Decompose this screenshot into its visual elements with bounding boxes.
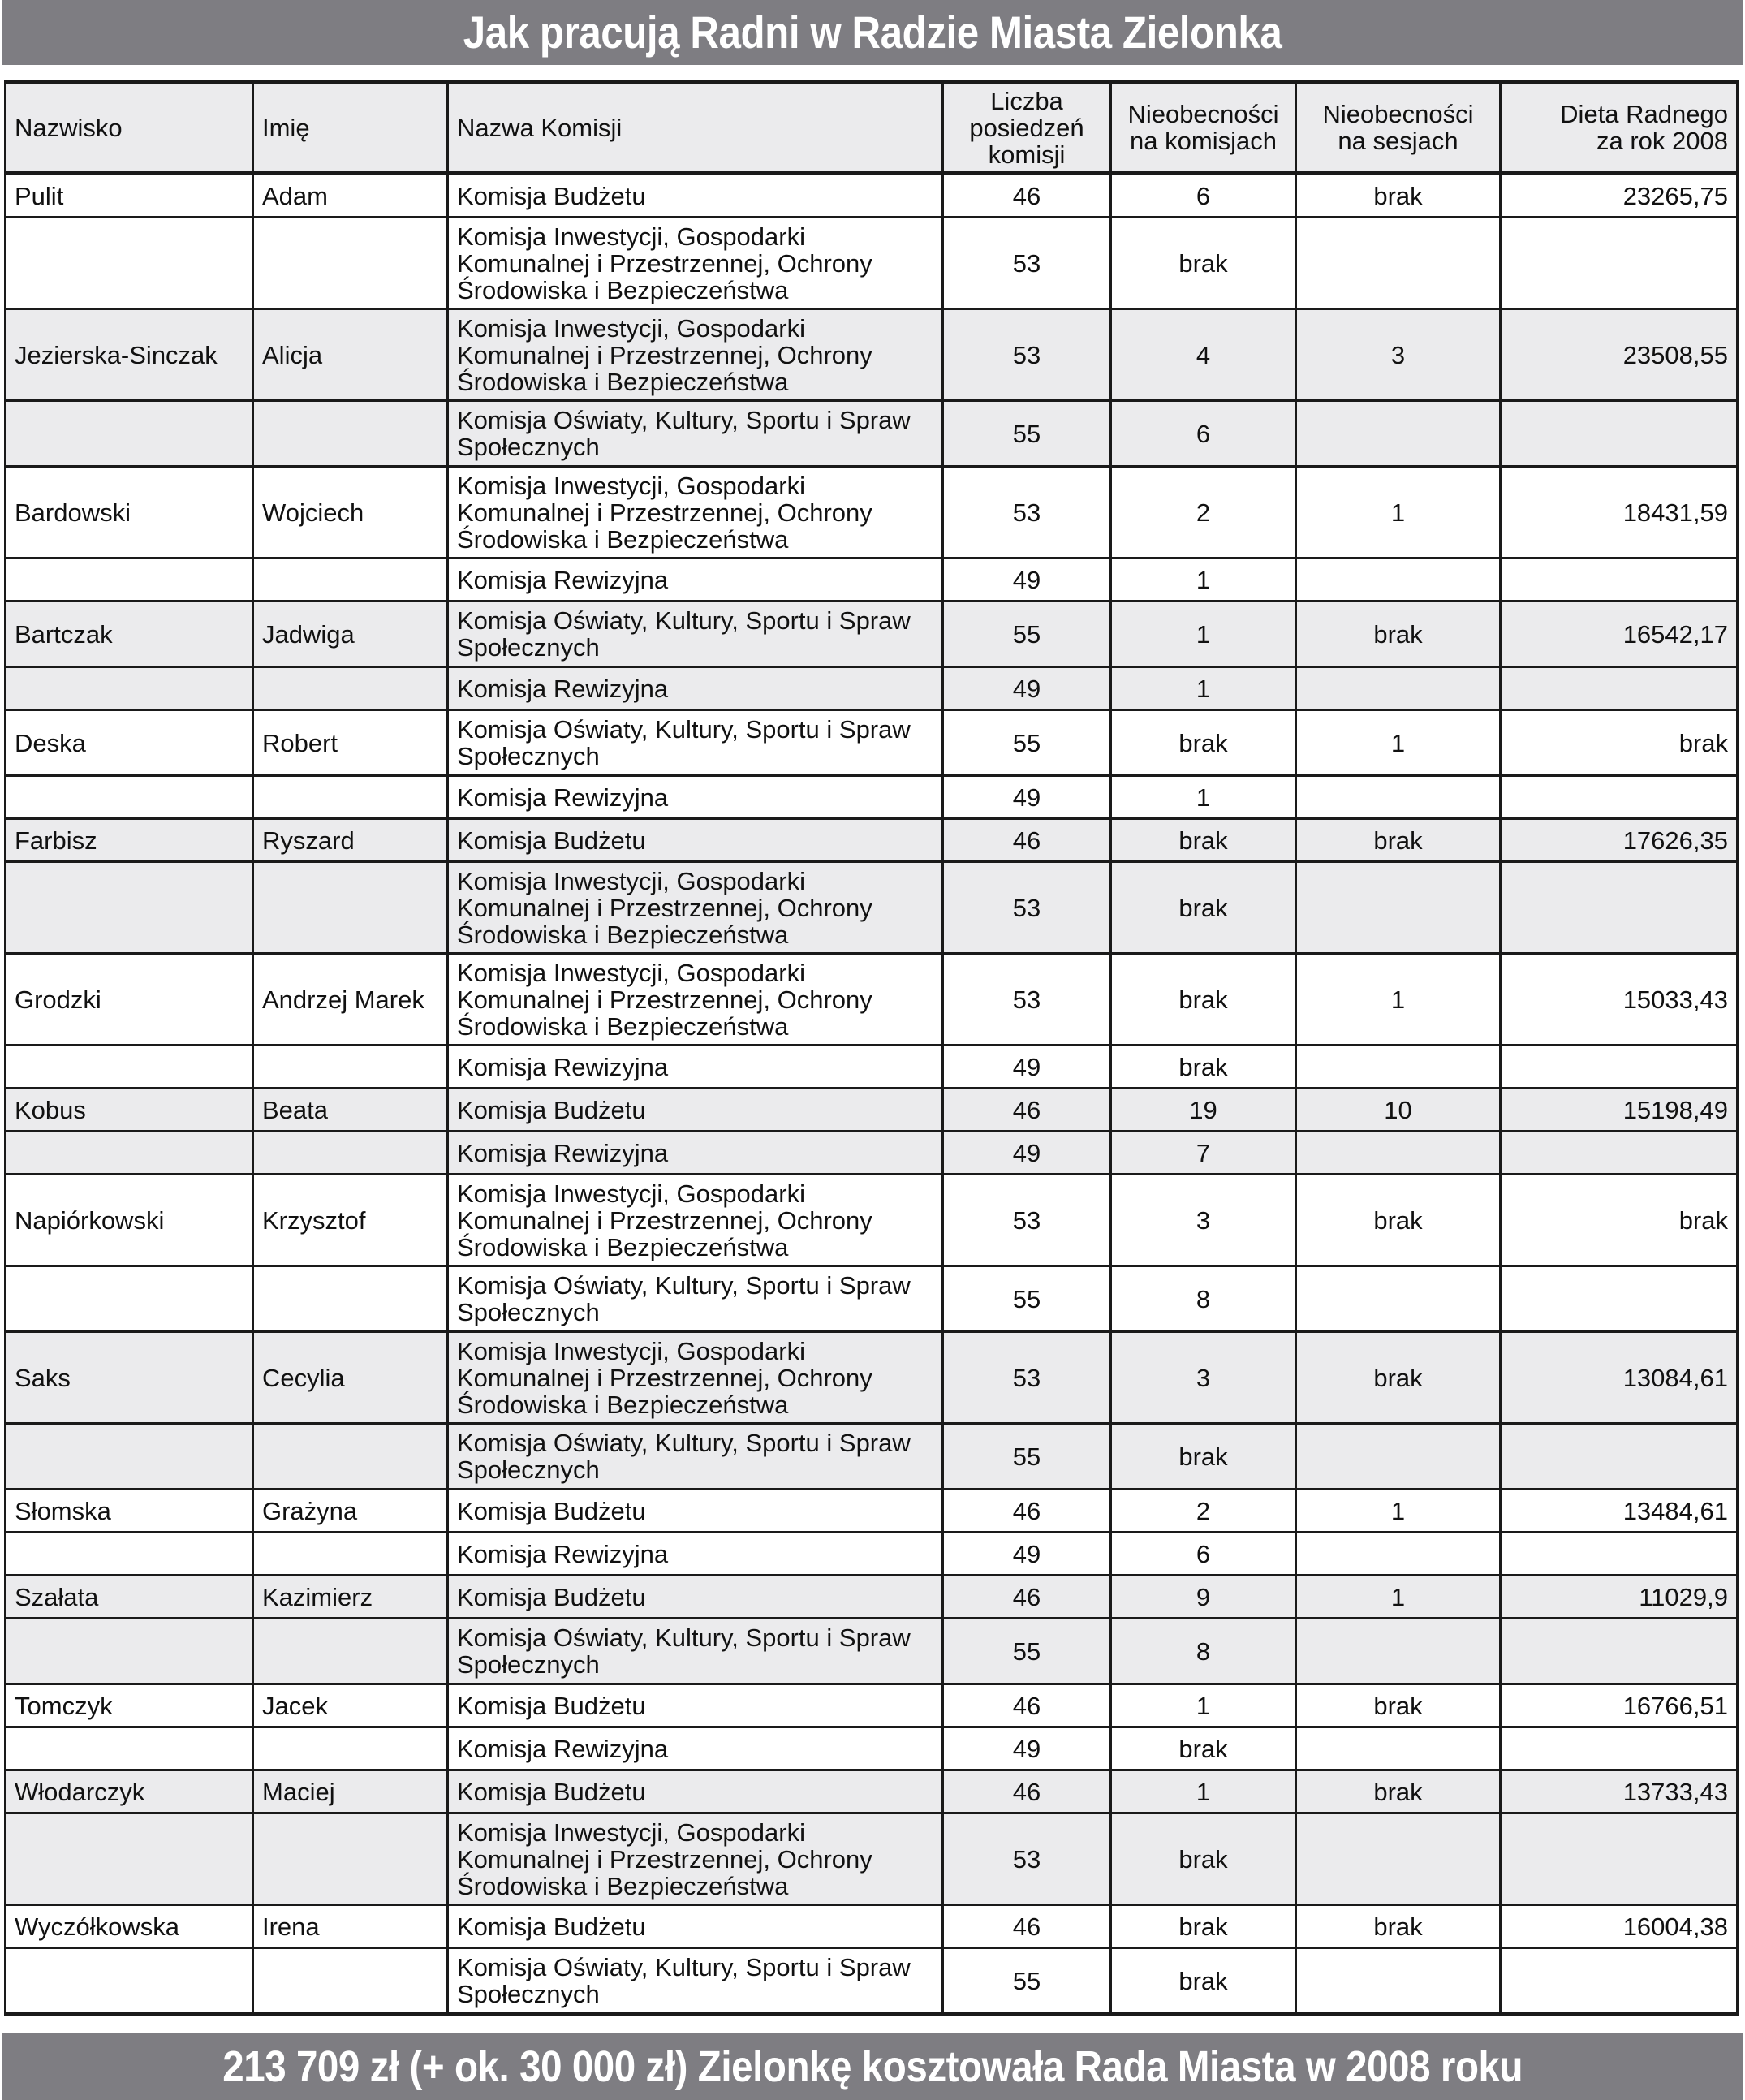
cell-nieob-sesje: brak — [1296, 819, 1501, 862]
cell-dieta — [1501, 862, 1738, 954]
cell-imie — [253, 218, 448, 309]
cell-dieta: 23265,75 — [1501, 174, 1738, 218]
cell-komisja: Komisja Rewizyjna — [448, 1046, 943, 1089]
cell-nazwisko — [6, 1619, 253, 1684]
cell-nieob-sesje: 1 — [1296, 467, 1501, 558]
table-row — [6, 1490, 1738, 1533]
cell-posiedzenia: 53 — [943, 467, 1111, 558]
cell-nieob-sesje — [1296, 1948, 1501, 2015]
table-row — [6, 218, 1738, 309]
table-row — [6, 1619, 1738, 1684]
cell-nazwisko — [6, 1533, 253, 1576]
table-row — [6, 1266, 1738, 1332]
table-row — [6, 467, 1738, 558]
cell-nazwisko: Saks — [6, 1332, 253, 1424]
cell-komisja: Komisja Inwestycji, Gospodarki Komunalnej i Przestrzennej, Ochrony Środowiska i Bezpieczeństwa — [448, 954, 943, 1046]
cell-posiedzenia: 49 — [943, 1533, 1111, 1576]
cell-dieta: brak — [1501, 710, 1738, 776]
table-row — [6, 401, 1738, 467]
cell-posiedzenia: 46 — [943, 1684, 1111, 1727]
cell-komisja: Komisja Inwestycji, Gospodarki Komunalnej i Przestrzennej, Ochrony Środowiska i Bezpieczeństwa — [448, 1332, 943, 1424]
table-row — [6, 862, 1738, 954]
cell-nieob-sesje — [1296, 1132, 1501, 1175]
cell-nieob-sesje — [1296, 1046, 1501, 1089]
cell-posiedzenia: 53 — [943, 862, 1111, 954]
cell-dieta: 23508,55 — [1501, 309, 1738, 401]
cell-komisja: Komisja Budżetu — [448, 1490, 943, 1533]
cell-nazwisko — [6, 1948, 253, 2015]
cell-nieob-komisje: brak — [1111, 1046, 1296, 1089]
table-row — [6, 558, 1738, 602]
cell-nieob-sesje: brak — [1296, 1175, 1501, 1266]
cell-dieta: 13733,43 — [1501, 1770, 1738, 1813]
cell-nazwisko — [6, 1727, 253, 1770]
footer-bar — [2, 2033, 1743, 2100]
cell-dieta: brak — [1501, 1175, 1738, 1266]
table-row — [6, 1576, 1738, 1619]
cell-nazwisko — [6, 1132, 253, 1175]
cell-posiedzenia: 46 — [943, 174, 1111, 218]
cell-nieob-sesje — [1296, 1533, 1501, 1576]
cell-nieob-sesje — [1296, 218, 1501, 309]
cell-nieob-komisje: 2 — [1111, 1490, 1296, 1533]
title-bar — [2, 0, 1743, 65]
cell-nazwisko — [6, 1424, 253, 1490]
cell-imie — [253, 558, 448, 602]
cell-komisja: Komisja Inwestycji, Gospodarki Komunalnej i Przestrzennej, Ochrony Środowiska i Bezpieczeństwa — [448, 218, 943, 309]
header-nieob-komisje: Nieobecności na komisjach — [1111, 82, 1296, 174]
cell-imie: Kazimierz — [253, 1576, 448, 1619]
cell-dieta — [1501, 1619, 1738, 1684]
table-row — [6, 174, 1738, 218]
table-row — [6, 602, 1738, 667]
cell-nieob-komisje: 9 — [1111, 1576, 1296, 1619]
cell-posiedzenia: 53 — [943, 309, 1111, 401]
cell-nieob-sesje — [1296, 1424, 1501, 1490]
cell-imie — [253, 1266, 448, 1332]
cell-komisja: Komisja Oświaty, Kultury, Sportu i Spraw Społecznych — [448, 710, 943, 776]
cell-imie — [253, 862, 448, 954]
cell-komisja: Komisja Budżetu — [448, 1576, 943, 1619]
cell-komisja: Komisja Budżetu — [448, 1770, 943, 1813]
cell-posiedzenia: 55 — [943, 602, 1111, 667]
cell-nieob-sesje: 1 — [1296, 710, 1501, 776]
table-row — [6, 1948, 1738, 2015]
cell-posiedzenia: 49 — [943, 558, 1111, 602]
cell-komisja: Komisja Inwestycji, Gospodarki Komunalnej i Przestrzennej, Ochrony Środowiska i Bezpieczeństwa — [448, 1813, 943, 1905]
cell-dieta: 16542,17 — [1501, 602, 1738, 667]
cell-posiedzenia: 53 — [943, 954, 1111, 1046]
cell-dieta: 16004,38 — [1501, 1905, 1738, 1948]
cell-dieta — [1501, 1424, 1738, 1490]
table-header-row — [6, 82, 1738, 174]
cell-posiedzenia: 46 — [943, 1089, 1111, 1132]
cell-posiedzenia: 49 — [943, 776, 1111, 819]
cell-nieob-komisje: brak — [1111, 1948, 1296, 2015]
cell-nieob-komisje: 8 — [1111, 1619, 1296, 1684]
cell-imie — [253, 1619, 448, 1684]
cell-nazwisko — [6, 776, 253, 819]
cell-nieob-komisje: brak — [1111, 710, 1296, 776]
cell-imie: Jacek — [253, 1684, 448, 1727]
cell-nazwisko — [6, 1266, 253, 1332]
cell-nieob-komisje: 1 — [1111, 776, 1296, 819]
cell-nieob-sesje: brak — [1296, 1770, 1501, 1813]
cell-nazwisko — [6, 1813, 253, 1905]
table-row — [6, 1813, 1738, 1905]
cell-posiedzenia: 55 — [943, 401, 1111, 467]
councillors-table — [4, 80, 1739, 2016]
cell-posiedzenia: 53 — [943, 1813, 1111, 1905]
header-dieta: Dieta Radnego za rok 2008 — [1501, 82, 1738, 174]
header-komisja: Nazwa Komisji — [448, 82, 943, 174]
cell-nazwisko — [6, 401, 253, 467]
table-row — [6, 309, 1738, 401]
cell-nieob-sesje: brak — [1296, 1684, 1501, 1727]
cell-komisja: Komisja Budżetu — [448, 174, 943, 218]
cell-posiedzenia: 46 — [943, 819, 1111, 862]
cell-nieob-komisje: 4 — [1111, 309, 1296, 401]
cell-komisja: Komisja Inwestycji, Gospodarki Komunalnej i Przestrzennej, Ochrony Środowiska i Bezpieczeństwa — [448, 1175, 943, 1266]
cell-komisja: Komisja Rewizyjna — [448, 558, 943, 602]
cell-nazwisko: Farbisz — [6, 819, 253, 862]
cell-nieob-sesje: brak — [1296, 1905, 1501, 1948]
cell-komisja: Komisja Oświaty, Kultury, Sportu i Spraw Społecznych — [448, 1266, 943, 1332]
cell-imie — [253, 1046, 448, 1089]
cell-komisja: Komisja Oświaty, Kultury, Sportu i Spraw Społecznych — [448, 401, 943, 467]
cell-posiedzenia: 55 — [943, 1948, 1111, 2015]
cell-imie: Robert — [253, 710, 448, 776]
header-nazwisko: Nazwisko — [6, 82, 253, 174]
cell-nazwisko: Napiórkowski — [6, 1175, 253, 1266]
cell-nieob-komisje: 1 — [1111, 558, 1296, 602]
cell-imie — [253, 1813, 448, 1905]
cell-nazwisko — [6, 862, 253, 954]
cell-posiedzenia: 53 — [943, 218, 1111, 309]
cell-dieta — [1501, 1266, 1738, 1332]
cell-nieob-komisje: 7 — [1111, 1132, 1296, 1175]
table-row — [6, 710, 1738, 776]
table-row — [6, 667, 1738, 710]
cell-nieob-komisje: 3 — [1111, 1175, 1296, 1266]
cell-imie — [253, 776, 448, 819]
cell-nieob-komisje: brak — [1111, 954, 1296, 1046]
cell-nieob-sesje — [1296, 776, 1501, 819]
cell-imie: Alicja — [253, 309, 448, 401]
cell-nazwisko: Jezierska-Sinczak — [6, 309, 253, 401]
cell-nazwisko: Tomczyk — [6, 1684, 253, 1727]
cell-dieta — [1501, 776, 1738, 819]
cell-posiedzenia: 46 — [943, 1770, 1111, 1813]
cell-dieta — [1501, 558, 1738, 602]
cell-nieob-sesje — [1296, 862, 1501, 954]
cell-nieob-komisje: brak — [1111, 1905, 1296, 1948]
cell-nieob-komisje: 6 — [1111, 401, 1296, 467]
cell-imie: Jadwiga — [253, 602, 448, 667]
cell-nieob-komisje: brak — [1111, 218, 1296, 309]
cell-nieob-komisje: brak — [1111, 1424, 1296, 1490]
cell-imie: Irena — [253, 1905, 448, 1948]
cell-dieta — [1501, 1813, 1738, 1905]
table-row — [6, 1424, 1738, 1490]
cell-komisja: Komisja Oświaty, Kultury, Sportu i Spraw Społecznych — [448, 1424, 943, 1490]
header-posiedzenia: Liczba posiedzeń komisji — [943, 82, 1111, 174]
table-row — [6, 954, 1738, 1046]
header-imie: Imię — [253, 82, 448, 174]
cell-nieob-komisje: brak — [1111, 862, 1296, 954]
footer-summary: 213 709 zł (+ ok. 30 000 zł) Zielonkę kosztowała Rada Miasta w 2008 roku — [222, 2042, 1523, 2091]
cell-nieob-sesje: brak — [1296, 1332, 1501, 1424]
cell-nieob-komisje: 2 — [1111, 467, 1296, 558]
cell-dieta: 11029,9 — [1501, 1576, 1738, 1619]
table-row — [6, 1684, 1738, 1727]
cell-nazwisko: Włodarczyk — [6, 1770, 253, 1813]
cell-nazwisko: Słomska — [6, 1490, 253, 1533]
cell-nazwisko: Grodzki — [6, 954, 253, 1046]
cell-nieob-komisje: 8 — [1111, 1266, 1296, 1332]
cell-komisja: Komisja Inwestycji, Gospodarki Komunalnej i Przestrzennej, Ochrony Środowiska i Bezpieczeństwa — [448, 467, 943, 558]
table-row — [6, 819, 1738, 862]
cell-dieta — [1501, 401, 1738, 467]
cell-komisja: Komisja Budżetu — [448, 1684, 943, 1727]
cell-dieta: 13084,61 — [1501, 1332, 1738, 1424]
cell-nazwisko: Bardowski — [6, 467, 253, 558]
cell-imie — [253, 1727, 448, 1770]
cell-komisja: Komisja Oświaty, Kultury, Sportu i Spraw Społecznych — [448, 1948, 943, 2015]
cell-nieob-sesje — [1296, 1813, 1501, 1905]
cell-imie — [253, 667, 448, 710]
cell-imie — [253, 401, 448, 467]
cell-komisja: Komisja Inwestycji, Gospodarki Komunalnej i Przestrzennej, Ochrony Środowiska i Bezpieczeństwa — [448, 862, 943, 954]
cell-imie: Cecylia — [253, 1332, 448, 1424]
cell-nieob-komisje: 1 — [1111, 602, 1296, 667]
cell-nazwisko: Deska — [6, 710, 253, 776]
cell-dieta — [1501, 1533, 1738, 1576]
cell-nieob-komisje: 1 — [1111, 667, 1296, 710]
cell-dieta: 16766,51 — [1501, 1684, 1738, 1727]
cell-imie: Andrzej Marek — [253, 954, 448, 1046]
cell-imie: Adam — [253, 174, 448, 218]
cell-komisja: Komisja Budżetu — [448, 1905, 943, 1948]
cell-posiedzenia: 49 — [943, 1727, 1111, 1770]
cell-nieob-komisje: 6 — [1111, 174, 1296, 218]
cell-nazwisko: Szałata — [6, 1576, 253, 1619]
cell-nieob-sesje: 10 — [1296, 1089, 1501, 1132]
cell-nieob-sesje: brak — [1296, 174, 1501, 218]
cell-nieob-komisje: brak — [1111, 1727, 1296, 1770]
cell-posiedzenia: 49 — [943, 1046, 1111, 1089]
cell-dieta — [1501, 1948, 1738, 2015]
cell-komisja: Komisja Inwestycji, Gospodarki Komunalnej i Przestrzennej, Ochrony Środowiska i Bezpieczeństwa — [448, 309, 943, 401]
cell-imie: Beata — [253, 1089, 448, 1132]
table-row — [6, 1770, 1738, 1813]
cell-posiedzenia: 55 — [943, 1619, 1111, 1684]
cell-nieob-sesje: 1 — [1296, 954, 1501, 1046]
cell-komisja: Komisja Rewizyjna — [448, 1727, 943, 1770]
cell-nieob-sesje: 3 — [1296, 309, 1501, 401]
cell-nazwisko: Kobus — [6, 1089, 253, 1132]
cell-nieob-komisje: 1 — [1111, 1684, 1296, 1727]
cell-imie: Grażyna — [253, 1490, 448, 1533]
cell-posiedzenia: 46 — [943, 1576, 1111, 1619]
table-row — [6, 1046, 1738, 1089]
cell-posiedzenia: 55 — [943, 710, 1111, 776]
cell-nieob-sesje: 1 — [1296, 1576, 1501, 1619]
cell-nieob-sesje — [1296, 667, 1501, 710]
cell-nieob-sesje — [1296, 1727, 1501, 1770]
cell-posiedzenia: 49 — [943, 1132, 1111, 1175]
cell-nieob-komisje: 19 — [1111, 1089, 1296, 1132]
cell-nieob-sesje — [1296, 1266, 1501, 1332]
cell-komisja: Komisja Oświaty, Kultury, Sportu i Spraw Społecznych — [448, 1619, 943, 1684]
cell-komisja: Komisja Rewizyjna — [448, 1533, 943, 1576]
cell-imie — [253, 1533, 448, 1576]
cell-nazwisko: Pulit — [6, 174, 253, 218]
table-row — [6, 1533, 1738, 1576]
cell-dieta: 18431,59 — [1501, 467, 1738, 558]
cell-nazwisko — [6, 218, 253, 309]
cell-posiedzenia: 55 — [943, 1424, 1111, 1490]
cell-imie — [253, 1132, 448, 1175]
cell-komisja: Komisja Rewizyjna — [448, 667, 943, 710]
table-row — [6, 1727, 1738, 1770]
cell-posiedzenia: 49 — [943, 667, 1111, 710]
cell-imie: Wojciech — [253, 467, 448, 558]
cell-posiedzenia: 53 — [943, 1332, 1111, 1424]
cell-dieta: 15198,49 — [1501, 1089, 1738, 1132]
cell-dieta — [1501, 1046, 1738, 1089]
cell-dieta — [1501, 1132, 1738, 1175]
cell-imie — [253, 1948, 448, 2015]
cell-imie: Krzysztof — [253, 1175, 448, 1266]
table-row — [6, 1132, 1738, 1175]
cell-imie: Maciej — [253, 1770, 448, 1813]
cell-nieob-komisje: brak — [1111, 1813, 1296, 1905]
cell-nazwisko — [6, 667, 253, 710]
cell-nieob-sesje — [1296, 401, 1501, 467]
cell-komisja: Komisja Rewizyjna — [448, 1132, 943, 1175]
page-title: Jak pracują Radni w Radzie Miasta Zielonka — [463, 6, 1282, 58]
cell-dieta: 15033,43 — [1501, 954, 1738, 1046]
table-row — [6, 776, 1738, 819]
cell-posiedzenia: 55 — [943, 1266, 1111, 1332]
table-row — [6, 1089, 1738, 1132]
cell-posiedzenia: 46 — [943, 1905, 1111, 1948]
cell-nieob-komisje: 1 — [1111, 1770, 1296, 1813]
cell-nieob-komisje: 6 — [1111, 1533, 1296, 1576]
cell-dieta — [1501, 1727, 1738, 1770]
cell-dieta: 13484,61 — [1501, 1490, 1738, 1533]
cell-imie: Ryszard — [253, 819, 448, 862]
cell-imie — [253, 1424, 448, 1490]
header-nieob-sesje: Nieobecności na sesjach — [1296, 82, 1501, 174]
cell-komisja: Komisja Oświaty, Kultury, Sportu i Spraw Społecznych — [448, 602, 943, 667]
cell-komisja: Komisja Budżetu — [448, 1089, 943, 1132]
cell-nazwisko: Wyczółkowska — [6, 1905, 253, 1948]
table-row — [6, 1175, 1738, 1266]
table-row — [6, 1332, 1738, 1424]
cell-nieob-sesje — [1296, 1619, 1501, 1684]
cell-nazwisko: Bartczak — [6, 602, 253, 667]
cell-dieta — [1501, 667, 1738, 710]
cell-nieob-sesje: brak — [1296, 602, 1501, 667]
cell-nieob-sesje: 1 — [1296, 1490, 1501, 1533]
cell-nieob-komisje: brak — [1111, 819, 1296, 862]
cell-posiedzenia: 46 — [943, 1490, 1111, 1533]
cell-nieob-komisje: 3 — [1111, 1332, 1296, 1424]
cell-komisja: Komisja Budżetu — [448, 819, 943, 862]
cell-nazwisko — [6, 1046, 253, 1089]
cell-komisja: Komisja Rewizyjna — [448, 776, 943, 819]
table-row — [6, 1905, 1738, 1948]
cell-nieob-sesje — [1296, 558, 1501, 602]
cell-posiedzenia: 53 — [943, 1175, 1111, 1266]
cell-nazwisko — [6, 558, 253, 602]
cell-dieta: 17626,35 — [1501, 819, 1738, 862]
cell-dieta — [1501, 218, 1738, 309]
